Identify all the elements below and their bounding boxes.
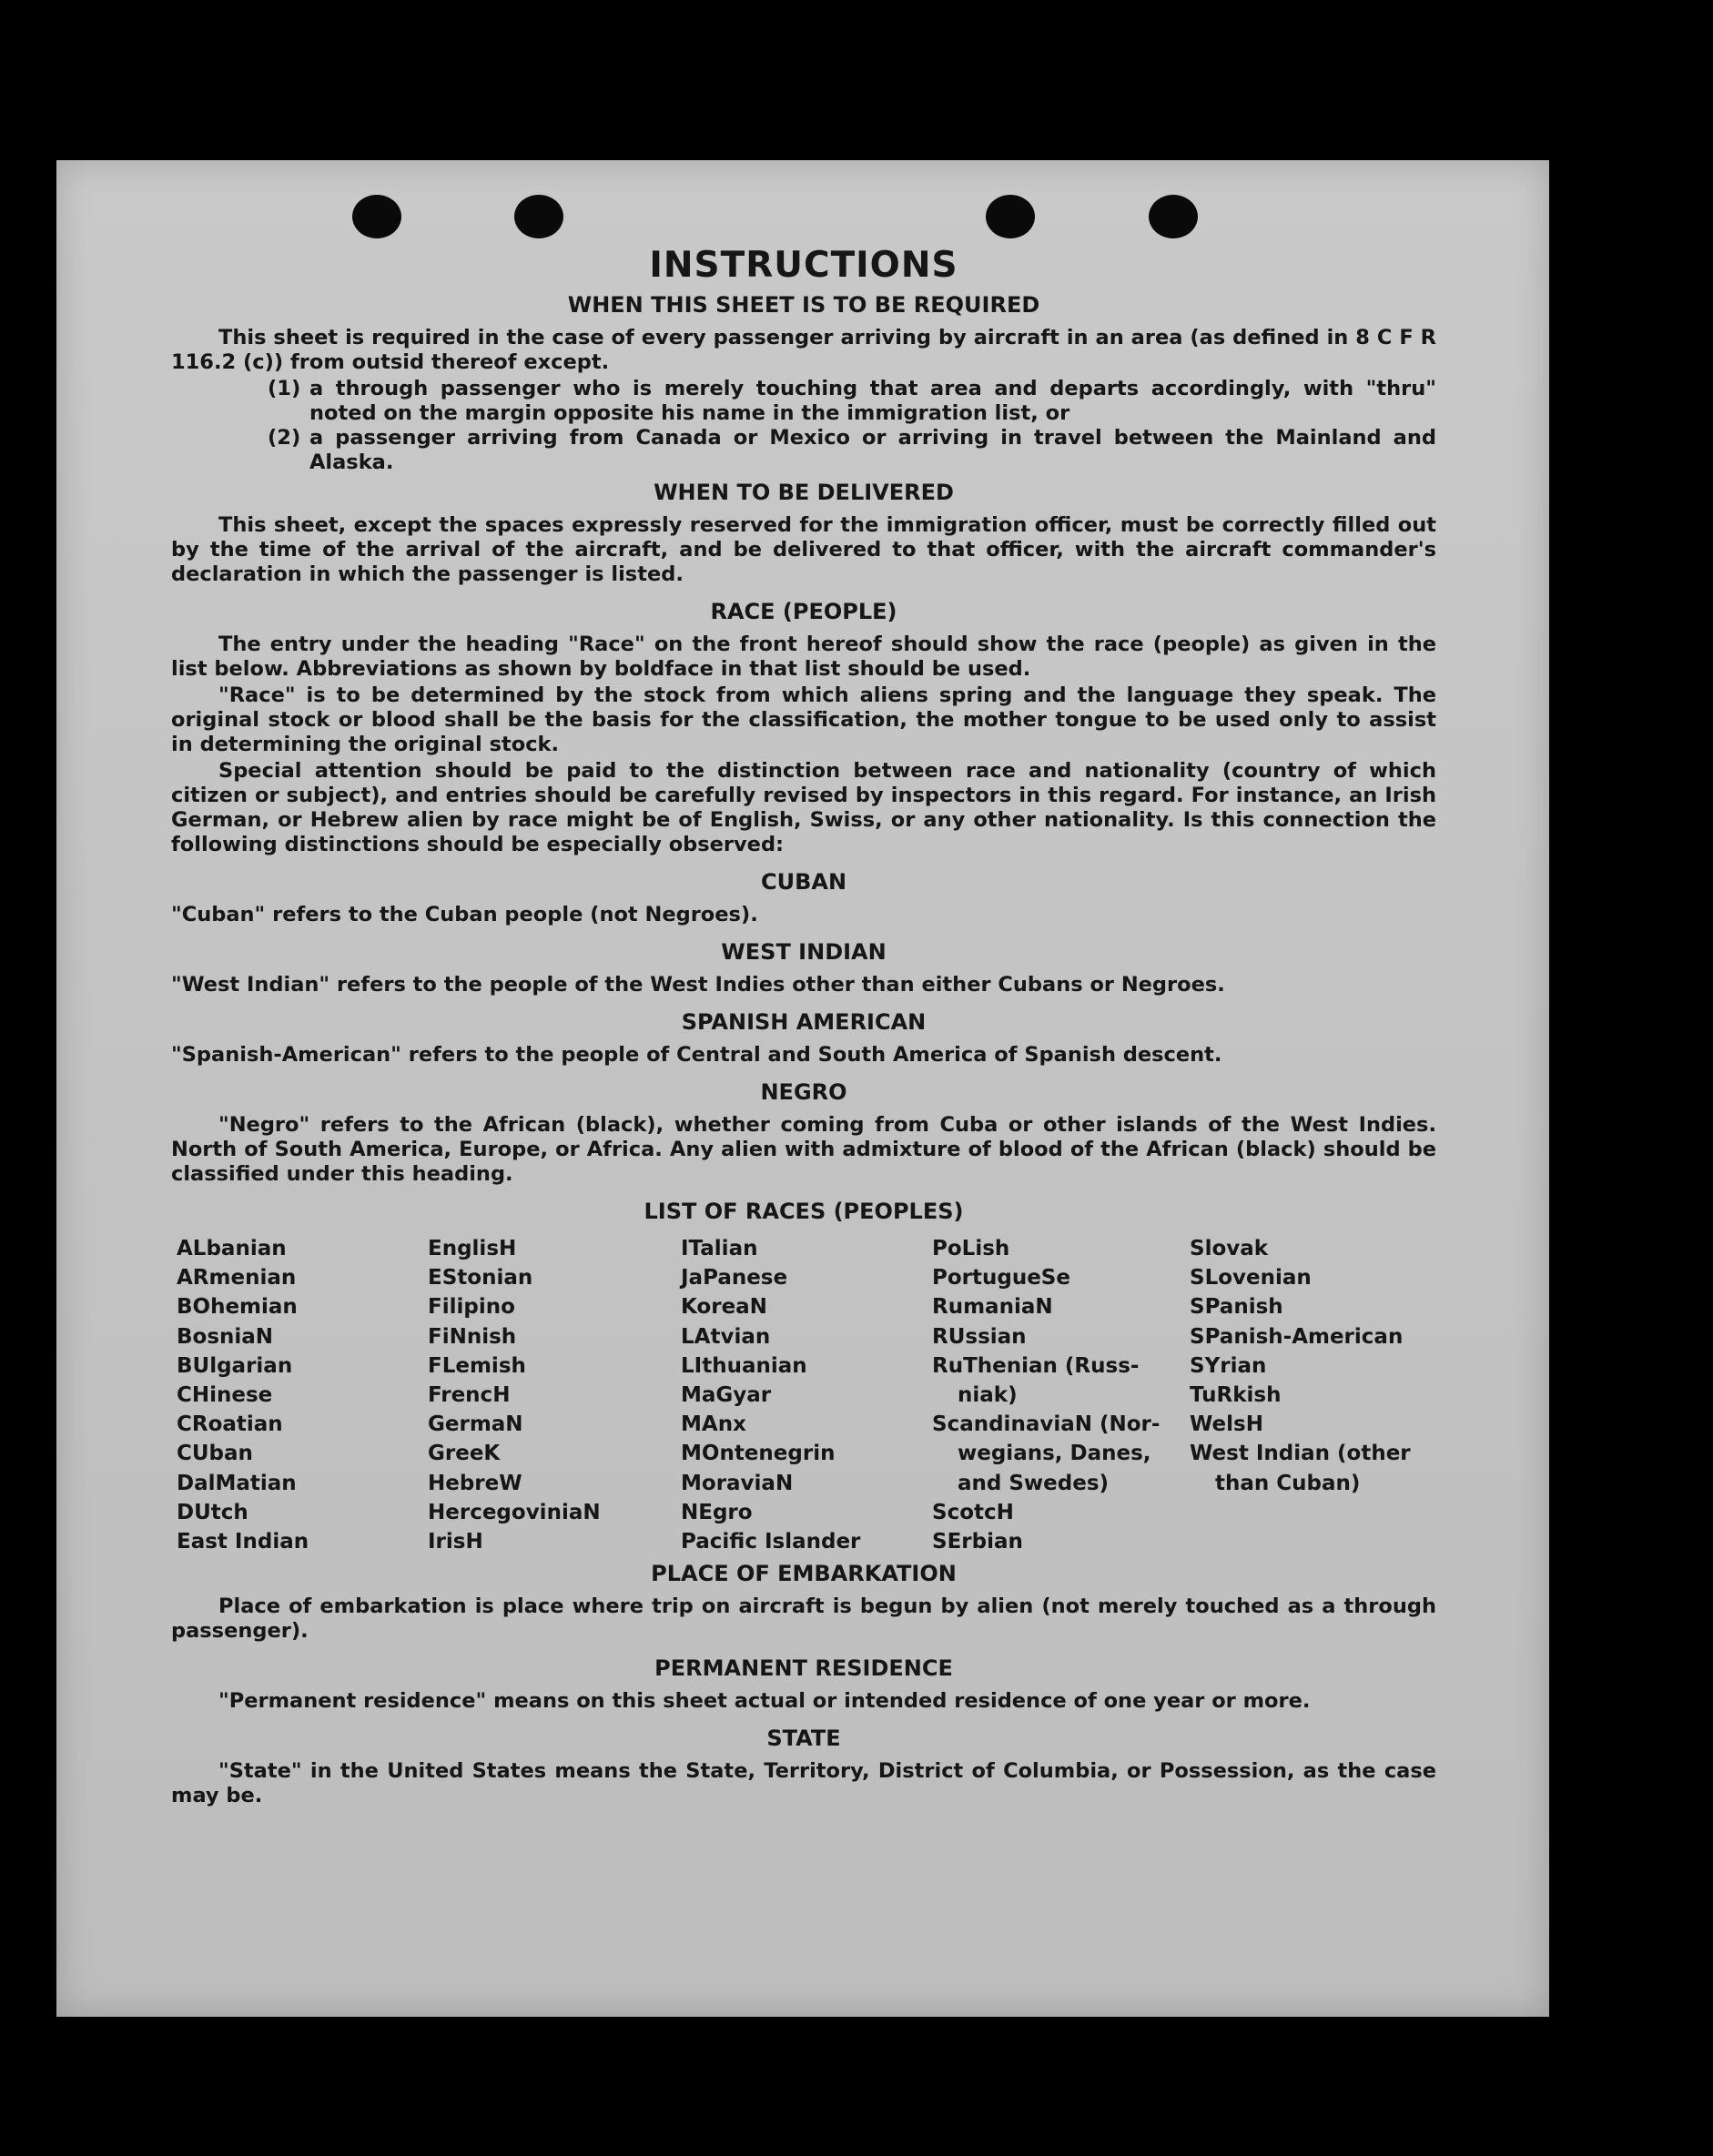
race-entry: FLemish: [428, 1353, 526, 1378]
race-entry: SPanish-American: [1190, 1324, 1404, 1349]
embarkation-text: Place of embarkation is place where trip on aircraft is begun by alien (not merely touched as a through passenger).: [171, 1594, 1436, 1644]
clause-text: a passenger arriving from Canada or Mexico or arriving in travel between the Mainland and Alaska.: [309, 426, 1436, 474]
race-entry: ScandinaviaN (Nor-: [932, 1412, 1161, 1437]
race-entry: CRoatian: [177, 1412, 283, 1437]
race-entry: HebreW: [428, 1471, 522, 1495]
race-entry: DalMatian: [177, 1471, 297, 1495]
negro-text: "Negro" refers to the African (black), whether coming from Cuba or other islands of the West Indies. North of South America, Europe, or Africa. Any alien with admixture of blood of the African (black) should be classified under this heading.: [171, 1113, 1436, 1186]
race-column-4: [932, 1234, 1190, 1556]
punch-hole: [514, 195, 563, 238]
race-entry: ALbanian: [177, 1237, 287, 1260]
race-entry: MOntenegrin: [681, 1442, 836, 1466]
race-entry: KoreaN: [681, 1295, 767, 1320]
race-entry: CHinese: [177, 1383, 273, 1408]
section-heading-spanish-american: SPANISH AMERICAN: [681, 1009, 927, 1035]
race-entry-continuation: niak): [958, 1383, 1018, 1408]
exception-clause-1: [268, 377, 1436, 426]
race-entry: HercegoviniaN: [428, 1500, 601, 1524]
race-entry: MAnx: [681, 1412, 746, 1437]
race-entry: MaGyar: [681, 1383, 772, 1408]
punch-hole: [352, 195, 401, 238]
race-paragraph-1: The entry under the heading "Race" on the front hereof should show the race (people) as given in the list below. Abbreviations as shown by boldface in that list should be used.: [171, 633, 1436, 681]
section-heading-negro: NEGRO: [760, 1079, 847, 1105]
race-entry: Pacific Islander: [681, 1530, 861, 1554]
section-heading-embarkation: PLACE OF EMBARKATION: [651, 1561, 957, 1587]
required-intro-text: This sheet is required in the case of every passenger arriving by aircraft in an area (as defined in 8 C F R 116.2 (c)) from outsid thereof except.: [171, 326, 1436, 374]
race-entry: JaPanese: [681, 1266, 788, 1291]
race-entry: PortugueSe: [932, 1266, 1070, 1291]
race-entry: West Indian (other: [1190, 1442, 1411, 1466]
race-entry: EnglisH: [428, 1237, 517, 1260]
race-entry: SLovenian: [1190, 1266, 1312, 1291]
west-indian-text: "West Indian" refers to the people of the West Indies other than either Cubans or Negroes.: [171, 973, 1225, 997]
race-entry: RUssian: [932, 1324, 1027, 1349]
punch-hole: [1149, 195, 1198, 238]
race-entry: Slovak: [1190, 1237, 1269, 1260]
race-entry: CUban: [177, 1442, 253, 1466]
permanent-residence-text: "Permanent residence" means on this sheet actual or intended residence of one year or more.: [218, 1689, 1311, 1714]
delivered-text: This sheet, except the spaces expressly reserved for the immigration officer, must be correctly filled out by the time of the arrival of the aircraft, and be delivered to that officer, with the aircraft commander's declaration in which the passenger is listed.: [171, 513, 1436, 586]
race-entry: BUlgarian: [177, 1353, 293, 1378]
exception-clause-2: [268, 426, 1436, 475]
spanish-american-text: "Spanish-American" refers to the people of Central and South America of Spanish descent.: [171, 1043, 1222, 1067]
clause-number: (2): [268, 426, 301, 450]
race-entry: TuRkish: [1190, 1383, 1282, 1408]
instructions-content: [171, 246, 1436, 1810]
race-entry: GreeK: [428, 1442, 501, 1466]
race-entry: LAtvian: [681, 1324, 771, 1349]
race-entry: WelsH: [1190, 1412, 1263, 1437]
race-column-3: [681, 1234, 932, 1556]
race-entry: ARmenian: [177, 1266, 297, 1291]
race-paragraph-2: "Race" is to be determined by the stock from which aliens spring and the language they speak. The original stock or blood shall be the basis for the classification, the mother tongue to be used only to assist in determining the original stock.: [171, 683, 1436, 756]
race-paragraph-3: Special attention should be paid to the distinction between race and nationality (country of which citizen or subject), and entries should be carefully revised by inspectors in this regard. For instance, an Irish German, or Hebrew alien by race might be of English, Swiss, or any other nationality. Is this connection the following distinctions should be especially observed:: [171, 759, 1436, 856]
race-entry: GermaN: [428, 1412, 523, 1437]
state-text: "State" in the United States means the State, Territory, District of Columbia, or Possession, as the case may be.: [171, 1759, 1436, 1808]
race-column-5: [1190, 1234, 1426, 1556]
race-entry: EStonian: [428, 1266, 533, 1291]
race-entry: SYrian: [1190, 1353, 1267, 1378]
punch-hole: [986, 195, 1035, 238]
page-title: INSTRUCTIONS: [649, 245, 958, 286]
race-column-1: [177, 1234, 428, 1556]
section-heading-race: RACE (PEOPLE): [710, 599, 897, 624]
section-heading-permanent-residence: PERMANENT RESIDENCE: [654, 1655, 953, 1682]
race-entry: BosniaN: [177, 1324, 274, 1349]
race-entry: FrencH: [428, 1383, 511, 1408]
race-entry: Filipino: [428, 1295, 515, 1320]
race-entry-continuation: wegians, Danes,: [958, 1442, 1151, 1466]
race-entry: ITalian: [681, 1237, 758, 1260]
race-entry-continuation: and Swedes): [958, 1471, 1110, 1495]
race-entry: SPanish: [1190, 1295, 1283, 1320]
race-entry: IrisH: [428, 1530, 483, 1554]
race-entry: East Indian: [177, 1530, 309, 1554]
section-heading-west-indian: WEST INDIAN: [721, 939, 887, 965]
race-column-2: [428, 1234, 681, 1556]
race-entry: RumaniaN: [932, 1295, 1053, 1320]
race-entry: LIthuanian: [681, 1353, 807, 1378]
race-entry: BOhemian: [177, 1295, 298, 1320]
race-entry: FiNnish: [428, 1324, 517, 1349]
race-entry: ScotcH: [932, 1500, 1014, 1524]
race-entry: DUtch: [177, 1500, 248, 1524]
section-heading-state: STATE: [766, 1726, 841, 1752]
race-entry-continuation: than Cuban): [1215, 1471, 1361, 1495]
clause-number: (1): [268, 377, 301, 400]
section-heading-cuban: CUBAN: [760, 869, 847, 895]
section-heading-list-of-races: LIST OF RACES (PEOPLES): [644, 1199, 964, 1224]
clause-text: a through passenger who is merely touching that area and departs accordingly, with "thru" noted on the margin opposite his name in the immigration list, or: [309, 377, 1436, 425]
race-list: [177, 1234, 1436, 1556]
race-entry: PoLish: [932, 1237, 1010, 1260]
race-entry: NEgro: [681, 1500, 753, 1524]
race-entry: SErbian: [932, 1530, 1023, 1554]
race-entry: RuThenian (Russ-: [932, 1353, 1140, 1378]
section-heading-when-delivered: WHEN TO BE DELIVERED: [654, 480, 954, 505]
section-heading-when-required: WHEN THIS SHEET IS TO BE REQUIRED: [567, 292, 1040, 318]
cuban-text: "Cuban" refers to the Cuban people (not Negroes).: [171, 903, 758, 926]
race-entry: MoraviaN: [681, 1471, 794, 1495]
